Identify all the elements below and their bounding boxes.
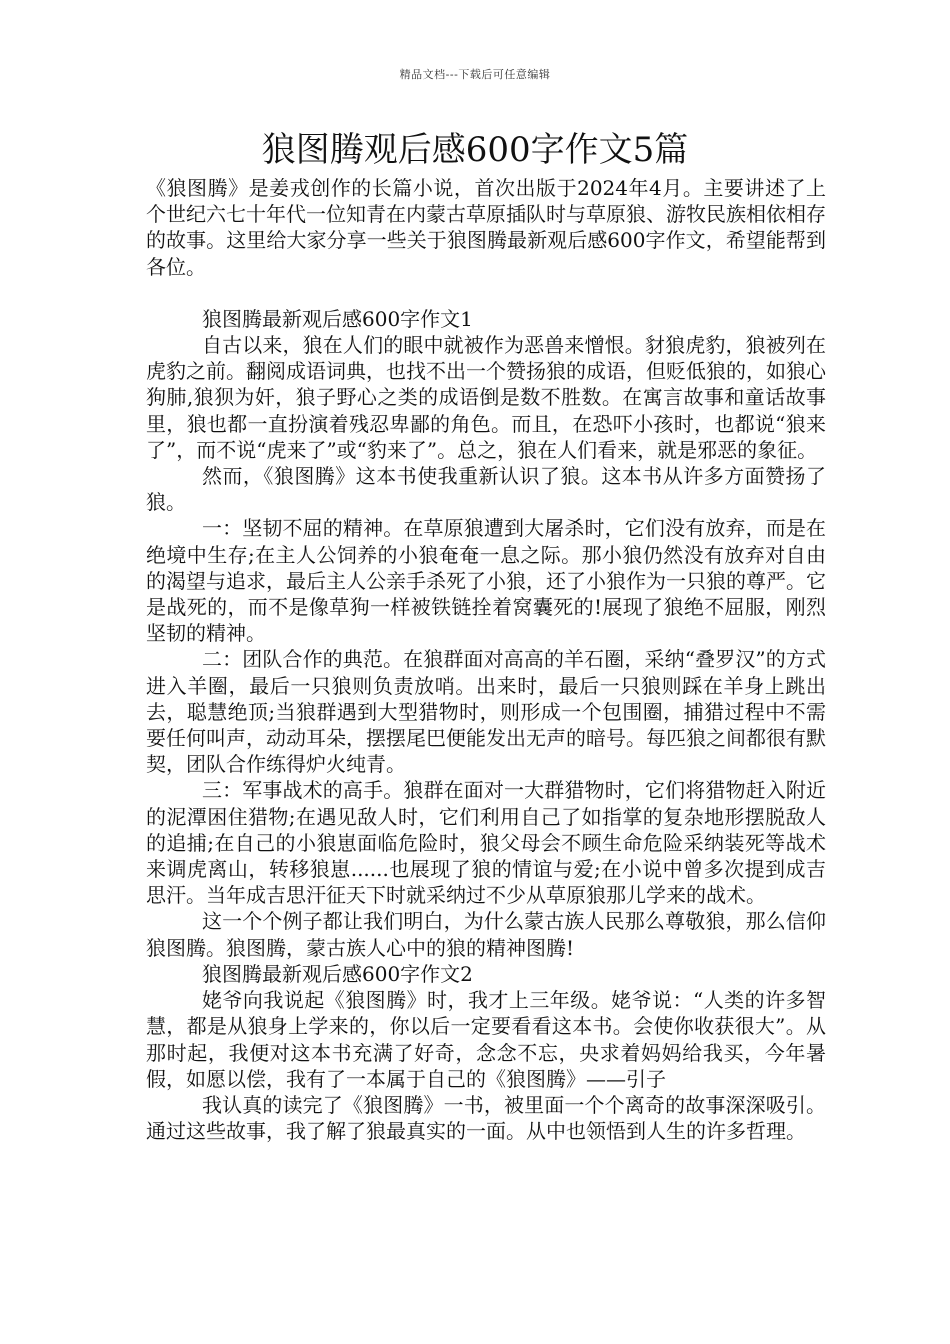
essay-paragraph: 二：团队合作的典范。在狼群面对高高的羊石圈，采纳“叠罗汉”的方式进入羊圈，最后一只狼则负责放哨。出来时，最后一只狼则踩在羊身上跳出去，聪慧绝顶;当狼群遇到大型猎物时，则形成一个包围圈，捕猎过程中不需要任何叫声，动动耳朵，摆摆尾巴便能发出无声的暗号。每匹狼之间都很有默契，团队合作练得炉火纯青。 xyxy=(146,647,826,777)
essay-heading: 狼图腾最新观后感600字作文2 xyxy=(202,961,473,986)
paragraph-spacer xyxy=(146,280,826,306)
page-title: 狼图腾观后感600字作文5篇 xyxy=(261,130,689,170)
essay-paragraph: 自古以来，狼在人们的眼中就被作为恶兽来憎恨。豺狼虎豹，狼被列在虎豹之前。翻阅成语词典，也找不出一个赞扬狼的成语，但贬低狼的，如狼心狗肺,狼狈为奸，狼子野心之类的成语倒是数不胜数。在寓言故事和童话故事里，狼也都一直扮演着残忍卑鄙的角色。而且，在恐吓小孩时，也都说“狼来了”，而不说“虎来了”或“豹来了”。总之，狼在人们看来，就是邪恶的象征。 xyxy=(146,333,826,462)
essay-paragraph: 三：军事战术的高手。狼群在面对一大群猎物时，它们将猎物赶入附近的泥潭困住猎物;在遇见敌人时，它们利用自己了如指掌的复杂地形摆脱敌人的追捕;在自己的小狼崽面临危险时，狼父母会不顾生命危险采纳装死等战术来调虎离山，转移狼崽......也展现了狼的情谊与爱;在小说中曾多次提到成吉思汗。当年成吉思汗征天下时就采纳过不少从草原狼那儿学来的战术。 xyxy=(146,778,826,908)
essay-heading: 狼图腾最新观后感600字作文1 xyxy=(202,306,473,331)
essay-paragraph: 然而，《狼图腾》这本书使我重新认识了狼。这本书从许多方面赞扬了狼。 xyxy=(146,464,826,515)
document-body xyxy=(146,175,826,1144)
intro-paragraph: 《狼图腾》是姜戎创作的长篇小说，首次出版于2024年4月。主要讲述了上个世纪六七十年代一位知青在内蒙古草原插队时与草原狼、游牧民族相依相存的故事。这里给大家分享一些关于狼图腾最新观后感600字作文，希望能帮到各位。 xyxy=(146,176,826,279)
essay-paragraph: 一：坚韧不屈的精神。在草原狼遭到大屠杀时，它们没有放弃，而是在绝境中生存;在主人公饲养的小狼奄奄一息之际。那小狼仍然没有放弃对自由的渴望与追求，最后主人公亲手杀死了小狼，还了小狼作为一只狼的尊严。它是战死的，而不是像草狗一样被铁链拴着窝囊死的!展现了狼绝不屈服，刚烈坚韧的精神。 xyxy=(146,516,826,646)
header-note: 精品文档---下载后可任意编辑 xyxy=(399,68,551,81)
essay-paragraph: 我认真的读完了《狼图腾》一书，被里面一个个离奇的故事深深吸引。通过这些故事，我了解了狼最真实的一面。从中也领悟到人生的许多哲理。 xyxy=(146,1092,826,1144)
essay-paragraph: 这一个个例子都让我们明白，为什么蒙古族人民那么尊敬狼，那么信仰狼图腾。狼图腾，蒙古族人心中的狼的精神图腾! xyxy=(146,909,826,960)
essay-paragraph: 姥爷向我说起《狼图腾》时，我才上三年级。姥爷说：“人类的许多智慧，都是从狼身上学来的，你以后一定要看看这本书。会使你收获很大”。从那时起，我便对这本书充满了好奇，念念不忘，央求着妈妈给我买，今年暑假，如愿以偿，我有了一本属于自己的《狼图腾》——引子 xyxy=(146,988,826,1091)
